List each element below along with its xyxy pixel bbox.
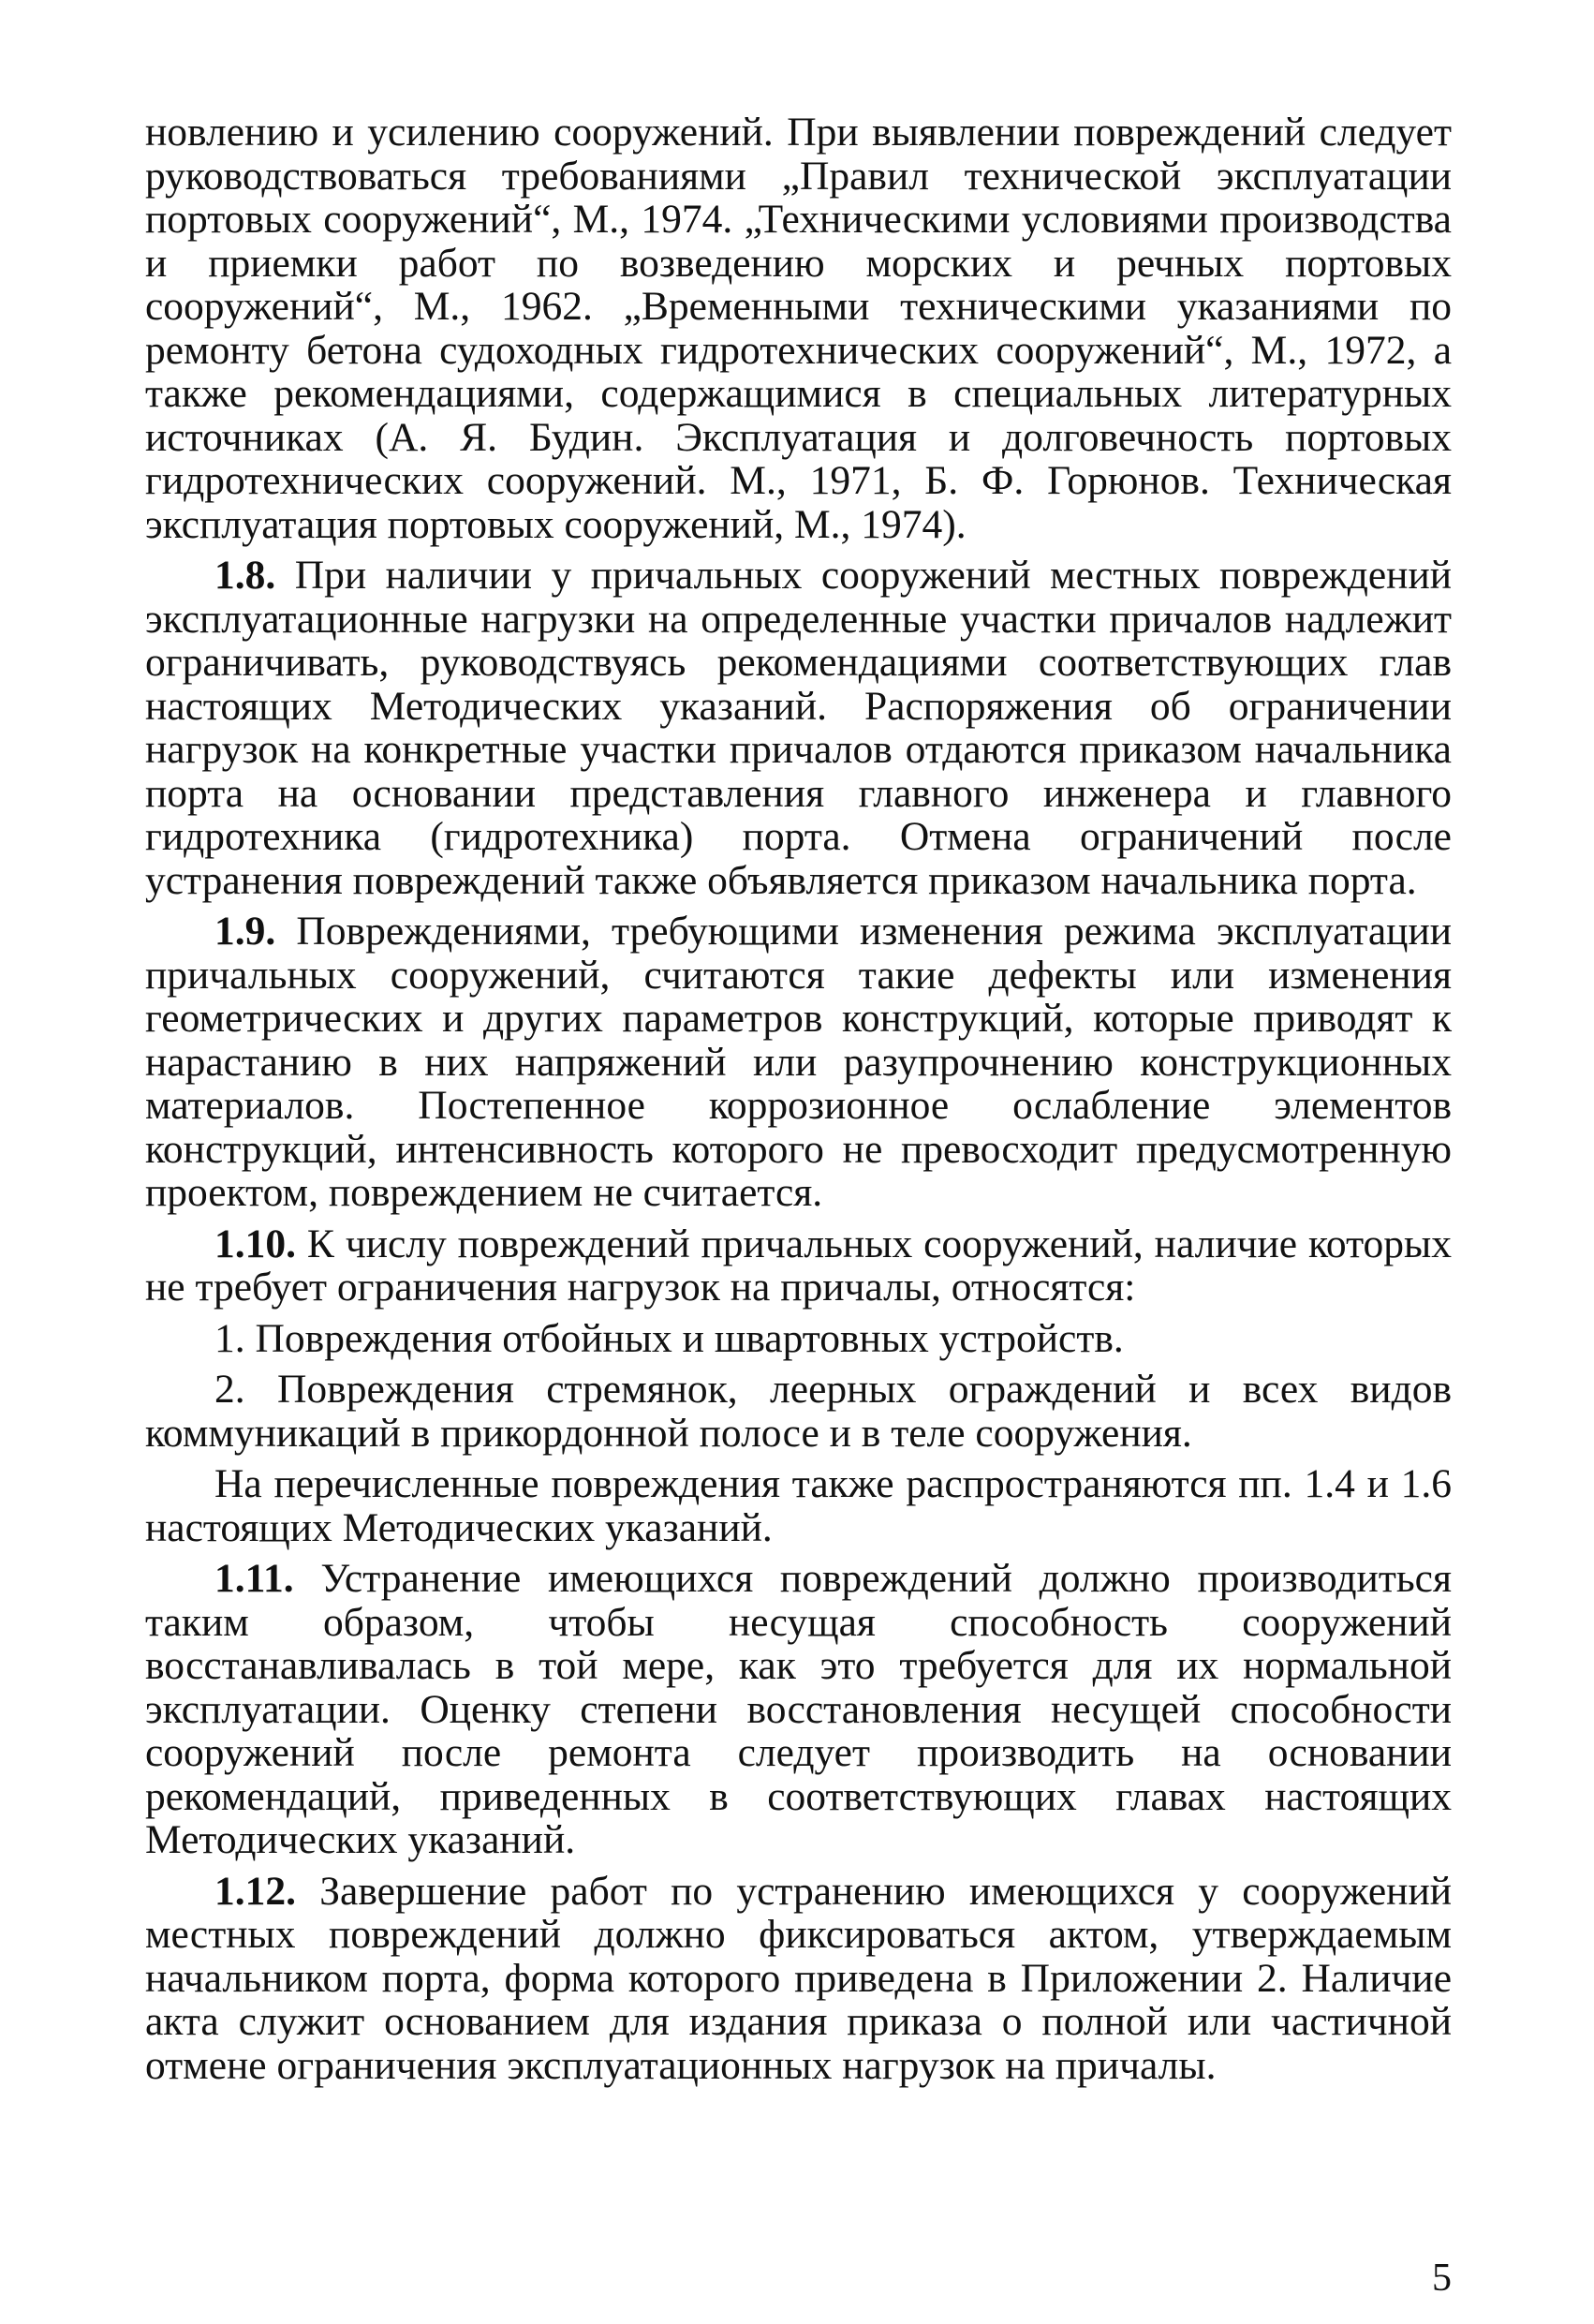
paragraph-1-9: [145, 910, 1452, 1215]
paragraph-text: При наличии у причальных сооружений местных повреждений эксплуатационные нагрузки на определенные участки причалов надлежит ограничивать, руководствуясь рекомендациями соответствующих глав настоящих Методических указаний. Распоряжения об ограничении нагрузок на конкретные участки причалов отдаются приказом начальника порта на основании представления главного инженера и главного гидротехника (гидротехника) порта. Отмена ограничений после устранения повреждений также объявляется приказом начальника порта.: [145, 553, 1453, 903]
paragraph-text: Повреждениями, требующими изменения режима эксплуатации причальных сооружений, считаются такие дефекты или изменения геометрических и других параметров конструкций, которые приводят к нарастанию в них напряжений или разупрочнению конструкционных материалов. Постепенное коррозионное ослабление элементов конструкций, интенсивность которого не превосходит предусмотренную проектом, повреждением не считается.: [145, 909, 1453, 1215]
section-number: 1.12.: [214, 1868, 296, 1914]
paragraph-1-11: [145, 1557, 1452, 1862]
paragraph-text: Устранение имеющихся повреждений должно производиться таким образом, чтобы несущая способность сооружений восстанавливалась в той мере, как это требуется для их нормальной эксплуатации. Оценку степени восстановления несущей способности сооружений после ремонта следует производить на основании рекомендаций, приведенных в соответствующих главах настоящих Методических указаний.: [145, 1556, 1453, 1862]
paragraph-text: 1. Повреждения отбойных и швартовных устройств.: [214, 1315, 1124, 1361]
paragraph-1-10: [145, 1222, 1452, 1310]
paragraph-1-8: [145, 554, 1452, 902]
paragraph-text: К числу повреждений причальных сооружений, наличие которых не требует ограничения нагрузок на причалы, относятся:: [145, 1221, 1452, 1310]
list-item-2: [145, 1368, 1452, 1455]
section-number: 1.10.: [214, 1221, 296, 1266]
section-number: 1.8.: [214, 553, 276, 598]
paragraph-note: [145, 1462, 1452, 1549]
paragraph-text: 2. Повреждения стремянок, леерных ограждений и всех видов коммуникаций в прикордонной полосе и в теле сооружения.: [145, 1367, 1452, 1456]
paragraph-continuation: [145, 111, 1452, 546]
paragraph-1-12: [145, 1870, 1452, 2088]
paragraph-text: Завершение работ по устранению имеющихся у сооружений местных повреждений должно фиксироваться актом, утверждаемым начальником порта, форма которого приведена в Приложении 2. Наличие акта служит основанием для издания приказа о полной или частичной отмене ограничения эксплуатационных нагрузок на причалы.: [145, 1868, 1453, 2088]
section-number: 1.9.: [214, 909, 276, 954]
page-number: 5: [1432, 2257, 1452, 2300]
document-body: [145, 111, 1452, 2095]
section-number: 1.11.: [214, 1556, 294, 1601]
paragraph-text: новлению и усилению сооружений. При выявлении повреждений следует руководствоваться требованиями „Правил технической эксплуатации портовых сооружений“, М., 1974. „Техническими условиями производства и приемки работ по возведению морских и речных портовых сооружений“, М., 1962. „Временными техническими указаниями по ремонту бетона судоходных гидротехнических сооружений“, М., 1972, а также рекомендациями, содержащимися в специальных литературных источниках (А. Я. Будин. Эксплуатация и долговечность портовых гидротехнических сооружений. М., 1971, Б. Ф. Горюнов. Техническая эксплуатация портовых сооружений, М., 1974).: [145, 110, 1452, 547]
list-item-1: [145, 1317, 1452, 1361]
paragraph-text: На перечисленные повреждения также распространяются пп. 1.4 и 1.6 настоящих Методических указаний.: [145, 1461, 1452, 1550]
